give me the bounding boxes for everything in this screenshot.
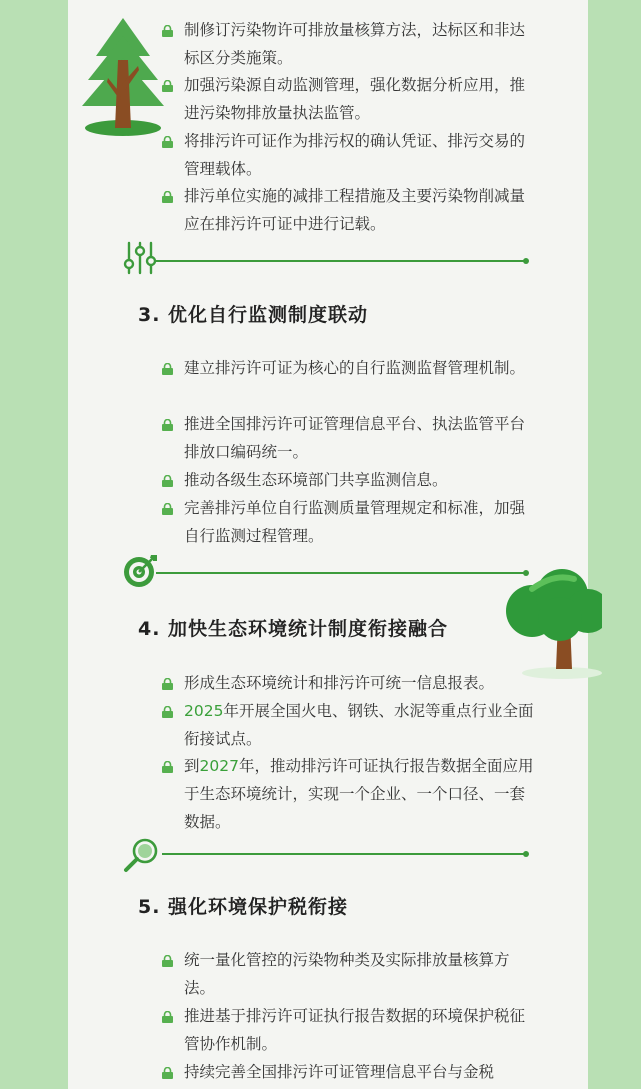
- list-item: 持续完善全国排污许可证管理信息平台与金税: [162, 1058, 534, 1086]
- section-divider: [162, 853, 526, 855]
- section-divider: [156, 572, 526, 574]
- lock-icon: [162, 706, 173, 718]
- lock-icon: [162, 1011, 173, 1023]
- year-highlight: 2027: [199, 757, 239, 775]
- lock-icon: [162, 678, 173, 690]
- lock-icon: [162, 136, 173, 148]
- list-item: 建立排污许可证为核心的自行监测监督管理机制。: [162, 354, 534, 382]
- list-item: 加强污染源自动监测管理，强化数据分析应用，推进污染物排放量执法监管。: [162, 71, 534, 127]
- list-item: 将排污许可证作为排污权的确认凭证、排污交易的管理载体。: [162, 127, 534, 183]
- round-tree-icon: [502, 565, 602, 681]
- lock-icon: [162, 419, 173, 431]
- list-item: 到2027年，推动排污许可证执行报告数据全面应用于生态环境统计，实现一个企业、一个口径、一套数据。: [162, 752, 534, 836]
- list-item: 2025年开展全国火电、钢铁、水泥等重点行业全面衔接试点。: [162, 697, 534, 753]
- list-item: 统一量化管控的污染物种类及实际排放量核算方法。: [162, 946, 534, 1002]
- target-icon: [122, 553, 158, 589]
- section-divider: [156, 260, 526, 262]
- sliders-icon: [122, 240, 158, 276]
- lock-icon: [162, 955, 173, 967]
- pine-tree-icon: [78, 14, 168, 140]
- year-highlight: 2025: [184, 702, 224, 720]
- lock-icon: [162, 25, 173, 37]
- list-item: 推进基于排污许可证执行报告数据的环境保护税征管协作机制。: [162, 1002, 534, 1058]
- lock-icon: [162, 80, 173, 92]
- lock-icon: [162, 1067, 173, 1079]
- section-heading: 5. 强化环境保护税衔接: [138, 896, 349, 918]
- section-heading: 4. 加快生态环境统计制度衔接融合: [138, 618, 449, 640]
- magnifier-icon: [122, 836, 160, 874]
- list-item: 完善排污单位自行监测质量管理规定和标准，加强自行监测过程管理。: [162, 494, 534, 550]
- list-item: 制修订污染物许可排放量核算方法，达标区和非达标区分类施策。: [162, 16, 534, 72]
- list-item: 排污单位实施的减排工程措施及主要污染物削减量应在排污许可证中进行记载。: [162, 182, 534, 238]
- list-item: 推进全国排污许可证管理信息平台、执法监管平台排放口编码统一。: [162, 410, 534, 466]
- section-heading: 3. 优化自行监测制度联动: [138, 304, 369, 326]
- lock-icon: [162, 475, 173, 487]
- lock-icon: [162, 191, 173, 203]
- lock-icon: [162, 503, 173, 515]
- lock-icon: [162, 363, 173, 375]
- list-item: 推动各级生态环境部门共享监测信息。: [162, 466, 534, 494]
- list-item: 形成生态环境统计和排污许可统一信息报表。: [162, 669, 534, 697]
- lock-icon: [162, 761, 173, 773]
